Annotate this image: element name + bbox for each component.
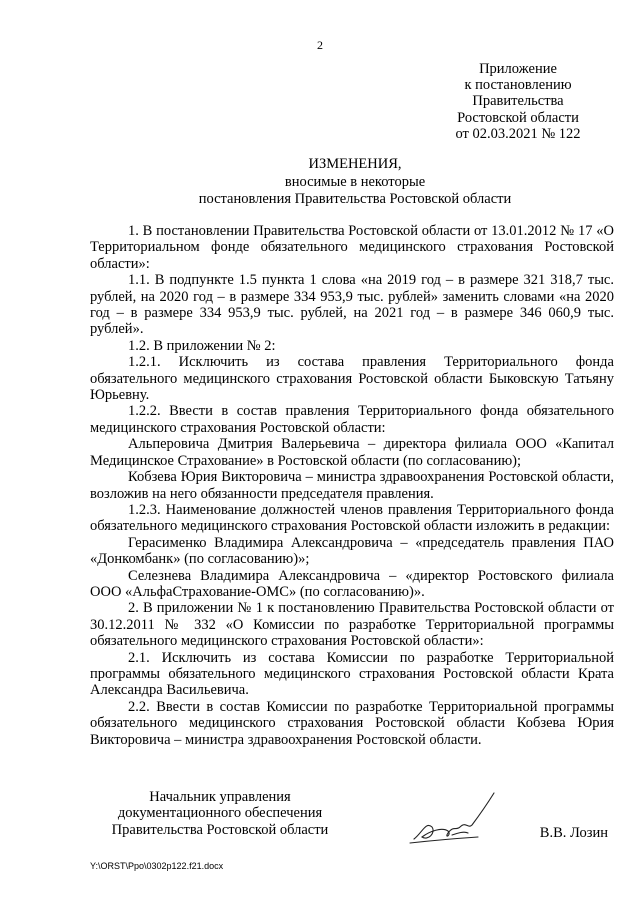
page-number: 2 (317, 38, 323, 52)
title-line: постановления Правительства Ростовской области (198, 190, 512, 207)
handwritten-signature (408, 787, 508, 847)
document-title (90, 156, 620, 207)
document-body (90, 223, 614, 748)
signature-block (90, 789, 614, 849)
paragraph: 1.2.3. Наименование должностей членов правления Территориального фонда обязательного медицинского страхования Ростовской области изложить в редакции: (90, 501, 614, 535)
signer-position (90, 789, 350, 838)
paragraph: Кобзева Юрия Викторовича – министра здравоохранения Ростовской области, возложив на него обязанности председателя правления. (90, 469, 614, 502)
paragraph: 2.2. Ввести в состав Комиссии по разработке Территориальной программы обязательного медицинского страхования Ростовской области Кобзева Юрия Викторовича – министра здравоохранения Ростовской области. (90, 698, 614, 748)
paragraph: 1.2. В приложении № 2: (128, 337, 276, 354)
paragraph: 1.2.2. Ввести в состав правления Территориального фонда обязательного медицинского страхования Ростовской области: (90, 403, 614, 436)
signer-position-line: Правительства Ростовской области (111, 821, 329, 838)
signer-name: В.В. Лозин (539, 825, 608, 841)
attachment-line: Правительства (472, 93, 564, 110)
attachment-line: Приложение (479, 61, 557, 77)
paragraph: 2. В приложении № 1 к постановлению Правительства Ростовской области от 30.12.2011 № 332 «О Комиссии по разработке Территориальной программы обязательного медицинского страхования Ростовской области»: (90, 600, 614, 650)
signer-position-line: Начальник управления (149, 789, 291, 805)
paragraph: Герасименко Владимира Александровича – «председатель правления ПАО «Донкомбанк» (по согласованию)»; (90, 534, 614, 568)
attachment-line: Ростовской области (457, 109, 579, 126)
signer-position-line: документационного обеспечения (117, 805, 323, 822)
attachment-line: от 02.03.2021 № 122 (455, 125, 581, 142)
paragraph: 2.1. Исключить из состава Комиссии по разработке Территориальной программы обязательного медицинского страхования Ростовской области Крата Александра Васильевича. (90, 649, 614, 699)
file-path: Y:\ORST\Ppo\0302p122.f21.docx (90, 861, 224, 871)
paragraph: 1.1. В подпункте 1.5 пункта 1 слова «на 2019 год – в размере 321 318,7 тыс. рублей, на 2020 год – в размере 334 953,9 тыс. рублей» заменить словами «на 2020 год – в размере 334 953,9 тыс. рублей, на 2021 год – в размере 346 060,9 тыс. рублей». (90, 272, 614, 338)
attachment-line: к постановлению (464, 77, 572, 94)
paragraph: 1. В постановлении Правительства Ростовской области от 13.01.2012 № 17 «О Территориальном фонде обязательного медицинского страхования Ростовской области»: (90, 223, 614, 272)
paragraph: Селезнева Владимира Александровича – «директор Ростовского филиала ООО «АльфаСтрахование-ОМС» (по согласованию)». (90, 567, 614, 600)
paragraph: Альперовича Дмитрия Валерьевича – директора филиала ООО «Капитал Медицинское Страхование» в Ростовской области (по согласованию); (90, 436, 614, 469)
paragraph: 1.2.1. Исключить из состава правления Территориального фонда обязательного медицинского страхования Ростовской области Быковскую Татьяну Юрьевну. (90, 354, 614, 404)
attachment-note (448, 61, 588, 142)
title-heading: ИЗМЕНЕНИЯ, (308, 156, 402, 172)
title-line: вносимые в некоторые (284, 174, 426, 191)
